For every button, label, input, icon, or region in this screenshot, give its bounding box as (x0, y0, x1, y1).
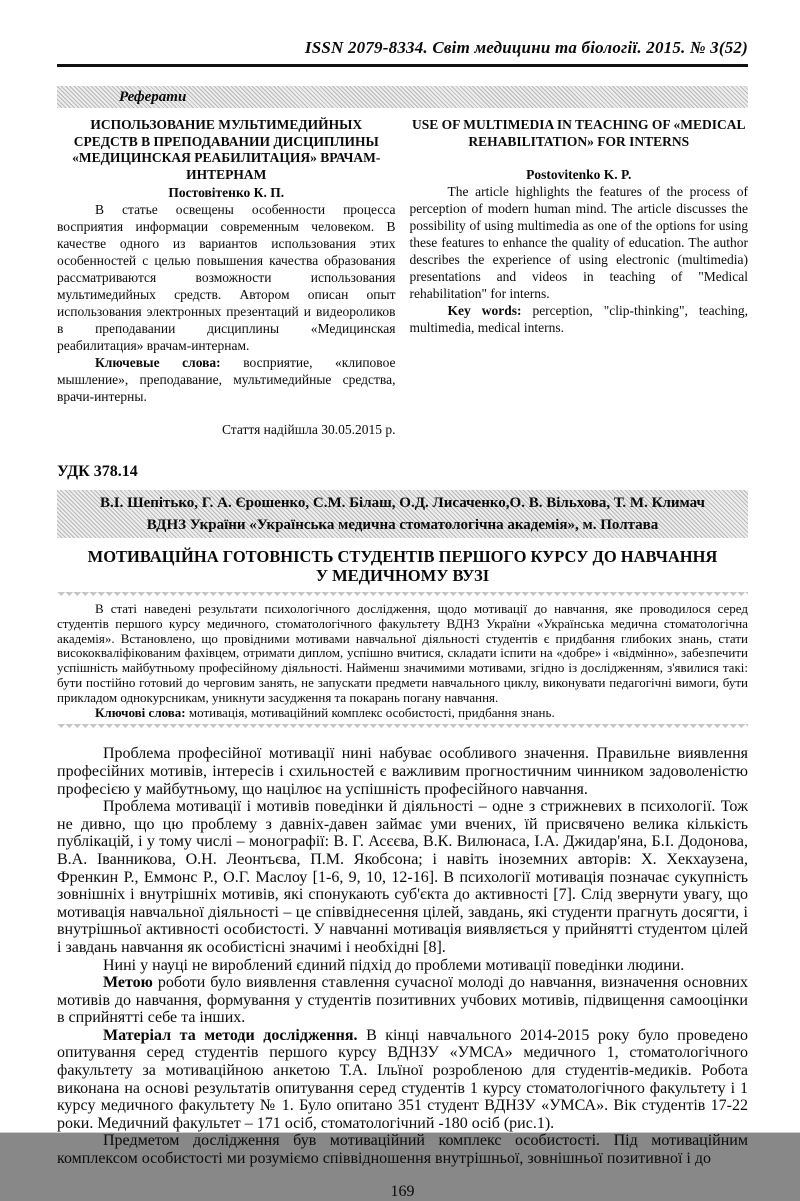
paragraph-text: В кінці навчального 2014-2015 року було проведено опитування серед студентів першого курсу ВДНЗУ «УМСА» медичного 1, стоматологічного факультету за мотиваційною анкетою Т.А. Ільїної розробленою для студентів-медиків. Робота виконана на основі результатів опитування серед студентів 1 курсу стоматологічного факультету і 1 курсу медичного факультету № 1. Було опитано 351 студент ВДНЗУ «УМСА». Вік студентів 17-22 роки. Медичний факультет – 171 осіб, стоматологічний -180 осіб (рис.1). (57, 1026, 748, 1132)
article-title: МОТИВАЦІЙНА ГОТОВНІСТЬ СТУДЕНТІВ ПЕРШОГО КУРСУ ДО НАВЧАННЯ У МЕДИЧНОМУ ВУЗІ (87, 547, 718, 585)
body-paragraph (57, 1132, 748, 1167)
abstract-column-russian (57, 117, 396, 438)
keywords-text-en: perception, "clip-thinking", teaching, multimedia, medical interns. (409, 303, 748, 335)
keywords-label-ru: Ключевые слова: (95, 355, 221, 370)
page-number: 169 (390, 1182, 415, 1200)
section-bar-label: Реферати (119, 89, 187, 105)
paragraph-lead: Метою (103, 974, 153, 992)
abstract-author-ru: Постовітенко К. П. (168, 185, 285, 200)
keywords-text-ru: восприятие, «клиповое мышление», преподавание, мультимедийные средства, врачи-интерны. (57, 355, 396, 404)
body-paragraph (57, 1027, 748, 1133)
abstract-keywords-en (410, 302, 749, 336)
journal-issn-line: ISSN 2079-8334. Світ медицини та біології. 2015. № 3(52) (304, 38, 748, 57)
paragraph-lead: Матеріал та методи дослідження. (103, 1026, 358, 1044)
article-body (57, 745, 748, 1167)
abstract-body-en: The article highlights the features of the process of perception of modern human mind. The article discusses the possibility of using multimedia as one of the options for using these features to enhance the quality of education. The author describes the experience of using electronic (multimedia) presentations and videos in teaching of "Medical rehabilitation" for interns. (409, 184, 748, 301)
body-paragraph (57, 974, 748, 1027)
article-abstract-body: В статі наведені результати психологічного дослідження, щодо мотивації до навчання, яке проводилося серед студентів першого курсу медичного, стоматологічного факультету ВДНЗ України «Українська медична стоматологічна академія». Встановлено, що провідними мотивами навчальної діяльності студентів є придбання глибоких знань, стати висококваліфікованим фахівцем, отримати диплом, успішно вчитися, складати іспити на «добре» і «відмінно», забезпечити успішність майбутньому професійному діяльності. Найменш значимими мотивами, згідно із дослідженням, з'явилися такі: бути постійно готовий до черговим занять, не запускати предмети навчального циклу, виконувати педагогічні вимоги, бути прикладом однокурсникам, уникнути засудження та покарань погану навчання. (57, 601, 748, 705)
received-date-line: Стаття надійшла 30.05.2015 р. (221, 422, 396, 437)
zigzag-divider-top (57, 592, 748, 599)
section-bar-referaty (57, 86, 748, 108)
article-keywords-label: Ключові слова: (95, 704, 186, 720)
keywords-label-en: Key words: (447, 303, 522, 318)
article-authors-block (57, 490, 748, 538)
abstract-author-en: Postovitenko K. P. (526, 167, 632, 182)
article-abstract (57, 602, 748, 720)
article-authors-line: В.І. Шепітько, Г. А. Єрошенко, С.М. Білаш, О.Д. Лисаченко,О. В. Вільхова, Т. М. Климач (100, 495, 705, 511)
zigzag-divider-bottom (57, 724, 748, 731)
abstract-body-ru: В статье освещены особенности процесса восприятия информации современным человеком. В качестве одного из вариантов использования этих особенностей с целью повышения качества образования рассматриваются возможности использования мультимедийных средств. Автором описан опыт использования электронных презентаций и видеороликов в преподавании дисциплины «Медицинская реабилитация» врачам-интернам. (57, 202, 396, 353)
article-abstract-keywords (57, 706, 748, 721)
body-paragraph (57, 798, 748, 956)
abstract-column-english (410, 117, 749, 438)
article-affiliation-line: ВДНЗ України «Українська медична стоматологічна академія», м. Полтава (146, 517, 659, 533)
abstract-title-ru: ИСПОЛЬЗОВАНИЕ МУЛЬТИМЕДИЙНЫХ СРЕДСТВ В ПРЕПОДАВАНИИ ДИСЦИПЛИНЫ «МЕДИЦИНСКАЯ РЕАБИЛИТАЦИЯ» ВРАЧАМ-ИНТЕРНАМ (72, 117, 381, 182)
article-keywords-text: мотивація, мотиваційний комплекс особистості, придбання знань. (185, 704, 555, 720)
abstracts-columns (57, 117, 748, 438)
body-paragraph (57, 957, 748, 975)
abstract-keywords-ru (57, 354, 396, 405)
paragraph-text: роботи було виявлення ставлення сучасної молоді до навчання, визначення основних мотивів до навчання, формування у студентів позитивних учбових мотивів, підвищення самооцінки в сприйнятті себе та інших. (57, 974, 748, 1027)
paragraph-text: Нині у науці не вироблений єдиний підхід до проблеми мотивації поведінки людини. (103, 956, 685, 974)
body-paragraph (57, 745, 748, 798)
udc-code: УДК 378.14 (57, 463, 138, 480)
paragraph-text: Проблема мотивації і мотивів поведінки й діяльності – одне з стрижневих в психології. Тож не дивно, що цю проблему з давніх-давен займає уми вчених, їй присвячено велика кількість публікацій, і у тому числі – монографії: В. Г. Асєєва, В.К. Вилюнаса, І.А. Джидар'яна, Б.І. Додонова, В.А. Іванникова, О.Н. Леонтьєва, П.М. Якобсона; і навіть іноземних авторів: Х. Хекхаузена, Френкин Р., Еммонс Р., О.Г. Маслоу [1-6, 9, 10, 12-16]. В психології мотивація позначає сукупність зовнішніх і внутрішніх мотивів, які спонукають суб'єкта до активності [7]. Слід звернути увагу, що мотивація навчальної діяльності – це співвіднесення цілей, завдань, які студенти прагнуть досягти, і внутрішньої активності особистості. У навчанні мотивація виявляється у прийнятті студентом цілей і завдань навчання як особистісні значимі і необхідні [8]. (57, 798, 748, 956)
header-rule (57, 64, 748, 67)
paragraph-text: Предметом дослідження був мотиваційний комплекс особистості. Під мотиваційним комплексом особистості ми розуміємо співвідношення внутрішньої, зовнішньої позитивної і до (57, 1132, 748, 1168)
paragraph-text: Проблема професійної мотивації нині набуває особливого значення. Правильне виявлення професійних мотивів, інтересів і схильностей є важливим прогностичним чинником задоволеністю професією у майбутньому, що націлює на успішність професійного навчання. (57, 745, 748, 798)
abstract-title-en: USE OF MULTIMEDIA IN TEACHING OF «MEDICAL REHABILITATION» FOR INTERNS (411, 117, 746, 149)
